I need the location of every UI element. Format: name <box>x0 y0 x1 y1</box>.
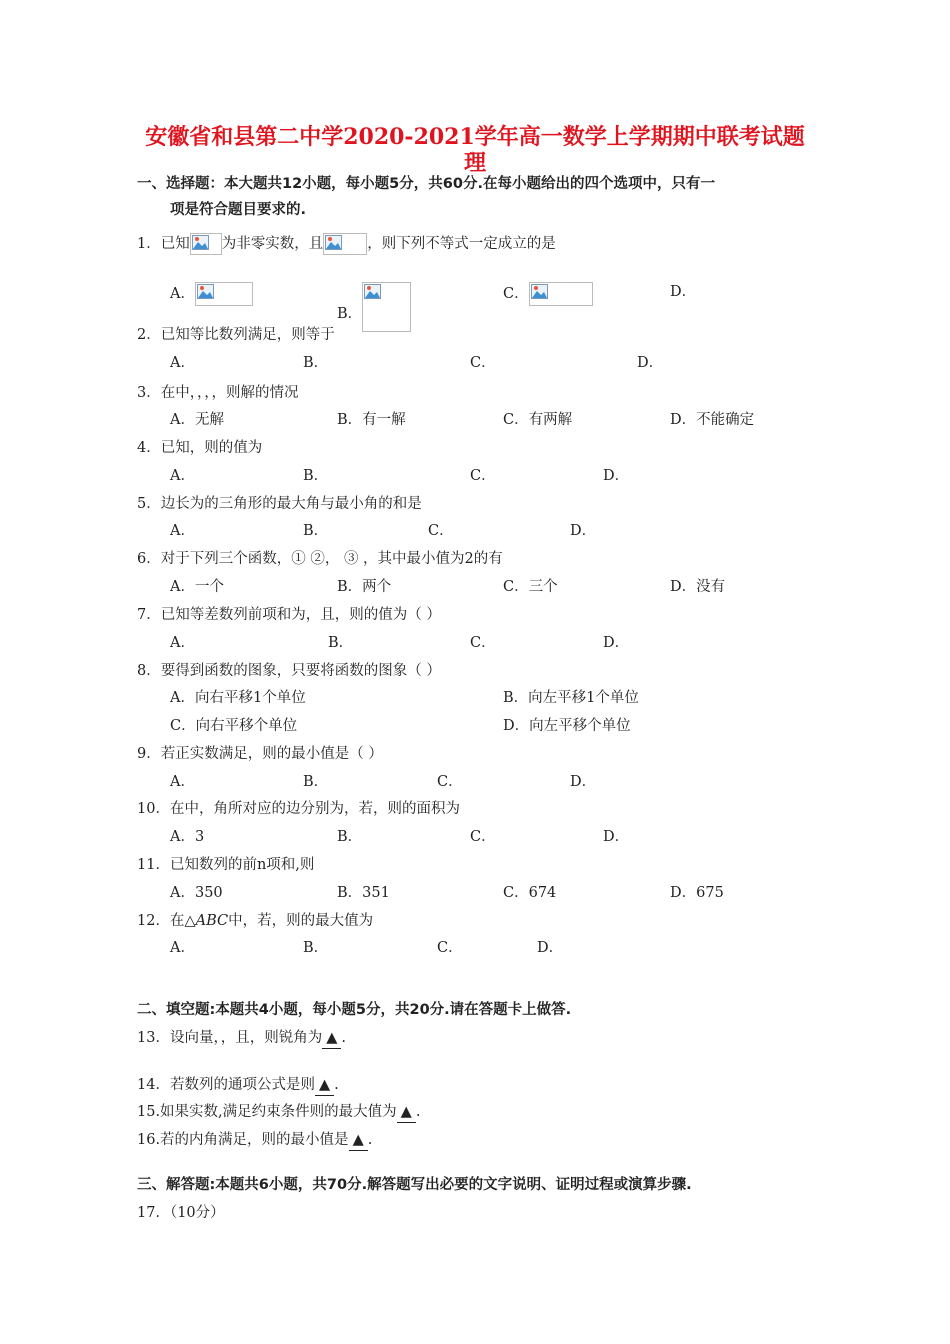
section-2-heading: 二、填空题:本题共4小题，每小题5分，共20分.请在答题卡上做答. <box>137 1002 572 1018</box>
question-12 <box>137 911 373 931</box>
question-12-option-a: A． <box>170 940 195 956</box>
question-16-text: 16.若的内角满足，则的最小值是 <box>137 1132 349 1148</box>
question-7-option-c: C． <box>470 635 496 651</box>
formula-image-placeholder <box>362 282 411 332</box>
answer-blank: ▲ <box>322 1028 341 1049</box>
question-1-option-c <box>503 282 593 306</box>
question-2-option-a: A． <box>170 355 195 371</box>
question-9-option-b: B． <box>303 774 329 790</box>
question-1-text-a: 1．已知 <box>137 236 190 252</box>
formula-image-placeholder <box>529 282 593 306</box>
question-12-option-b: B． <box>303 940 329 956</box>
question-11-option-d: D．675 <box>670 885 724 901</box>
question-6-option-c: C．三个 <box>503 579 558 595</box>
option-label: B． <box>337 306 363 322</box>
question-16 <box>137 1130 372 1151</box>
question-1-option-b <box>337 282 411 332</box>
question-17: 17．（10分） <box>137 1205 225 1221</box>
question-15-text: 15.如果实数,满足约束条件则的最大值为 <box>137 1104 397 1120</box>
question-4-option-c: C． <box>470 468 496 484</box>
question-15 <box>137 1102 420 1123</box>
question-7-option-b: B． <box>328 635 354 651</box>
question-4-option-d: D． <box>603 468 630 484</box>
answer-blank: ▲ <box>349 1130 368 1151</box>
answer-blank: ▲ <box>315 1075 334 1096</box>
question-12-text-b: 中，若，则的最大值为 <box>228 913 374 929</box>
question-1-text-b: 为非零实数，且 <box>221 236 324 252</box>
question-10-option-c: C． <box>470 829 496 845</box>
question-14 <box>137 1075 339 1096</box>
question-8-option-a: A．向右平移1个单位 <box>170 690 306 706</box>
question-12-option-c: C． <box>437 940 463 956</box>
question-3-option-c: C．有两解 <box>503 412 573 428</box>
question-2-option-c: C． <box>470 355 496 371</box>
question-5-option-a: A． <box>170 523 195 539</box>
question-4: 4．已知，则的值为 <box>137 440 263 456</box>
option-label: C． <box>503 286 529 302</box>
period: . <box>415 1104 421 1120</box>
question-1 <box>137 233 556 255</box>
question-10-option-a: A．3 <box>170 829 205 845</box>
question-5-option-d: D． <box>570 523 597 539</box>
period: . <box>334 1077 339 1093</box>
question-3-option-b: B．有一解 <box>337 412 406 428</box>
question-4-option-a: A． <box>170 468 195 484</box>
question-11-option-b: B．351 <box>337 885 390 901</box>
answer-blank: ▲ <box>397 1102 416 1123</box>
question-1-option-d: D． <box>670 284 697 300</box>
question-13-text: 13．设向量，，且，则锐角为 <box>137 1030 323 1046</box>
question-9: 9．若正实数满足，则的最小值是（ ） <box>137 746 383 762</box>
question-10-option-b: B． <box>337 829 363 845</box>
question-8-option-b: B．向左平移1个单位 <box>503 690 639 706</box>
question-13 <box>137 1028 346 1049</box>
period: . <box>341 1030 346 1046</box>
question-5-option-c: C． <box>428 523 454 539</box>
question-3-option-a: A．无解 <box>170 412 224 428</box>
question-5: 5．边长为的三角形的最大角与最小角的和是 <box>137 496 422 512</box>
question-7: 7．已知等差数列前项和为，且，则的值为（ ） <box>137 607 441 623</box>
question-1-text-c: ，则下列不等式一定成立的是 <box>367 236 556 252</box>
question-3-option-d: D．不能确定 <box>670 412 755 428</box>
question-8-option-c: C．向右平移个单位 <box>170 718 298 734</box>
question-4-option-b: B． <box>303 468 329 484</box>
question-3: 3．在中，，，，则解的情况 <box>137 385 299 401</box>
section-1-heading: 一、选择题：本大题共12小题，每小题5分，共60分.在每小题给出的四个选项中，只有一 <box>137 176 715 192</box>
formula-image-placeholder <box>190 233 222 255</box>
question-6-option-b: B．两个 <box>337 579 392 595</box>
question-9-option-c: C． <box>437 774 463 790</box>
question-14-text: 14．若数列的通项公式是则 <box>137 1077 315 1093</box>
question-10: 10．在中，角所对应的边分别为，若，则的面积为 <box>137 801 460 817</box>
question-12-option-d: D． <box>537 940 564 956</box>
question-12-text-a: 12．在△ <box>137 913 196 929</box>
question-1-option-a <box>170 282 253 306</box>
question-7-option-d: D． <box>603 635 630 651</box>
option-label: A． <box>170 286 195 302</box>
document-title: 安徽省和县第二中学2020-2021学年高一数学上学期期中联考试题 <box>145 124 805 150</box>
question-2-option-d: D． <box>637 355 664 371</box>
section-1-heading-continued: 项是符合题目要求的. <box>170 202 307 218</box>
question-7-option-a: A． <box>170 635 195 651</box>
question-11: 11．已知数列的前n项和,则 <box>137 857 315 873</box>
question-8-option-d: D．向左平移个单位 <box>503 718 631 734</box>
question-9-option-a: A． <box>170 774 195 790</box>
broken-image-icon <box>197 284 214 299</box>
question-6: 6．对于下列三个函数，① ②， ③ ，其中最小值为2的有 <box>137 551 503 567</box>
question-9-option-d: D． <box>570 774 597 790</box>
broken-image-icon <box>192 235 209 250</box>
question-6-option-a: A．一个 <box>170 579 224 595</box>
formula-image-placeholder <box>195 282 253 306</box>
broken-image-icon <box>364 284 381 299</box>
question-11-option-a: A．350 <box>170 885 223 901</box>
question-5-option-b: B． <box>303 523 329 539</box>
period: . <box>367 1132 373 1148</box>
document-title-continued: 理 <box>463 150 486 176</box>
broken-image-icon <box>325 235 342 250</box>
question-6-option-d: D．没有 <box>670 579 726 595</box>
question-2: 2．已知等比数列满足，则等于 <box>137 327 335 343</box>
section-3-heading: 三、解答题:本题共6小题，共70分.解答题写出必要的文字说明、证明过程或演算步骤. <box>137 1177 692 1193</box>
question-2-option-b: B． <box>303 355 329 371</box>
triangle-name: ABC <box>195 913 229 929</box>
question-8: 8．要得到函数的图象，只要将函数的图象（ ） <box>137 663 441 679</box>
question-10-option-d: D． <box>603 829 630 845</box>
formula-image-placeholder <box>323 233 367 255</box>
broken-image-icon <box>531 284 548 299</box>
question-11-option-c: C．674 <box>503 885 557 901</box>
